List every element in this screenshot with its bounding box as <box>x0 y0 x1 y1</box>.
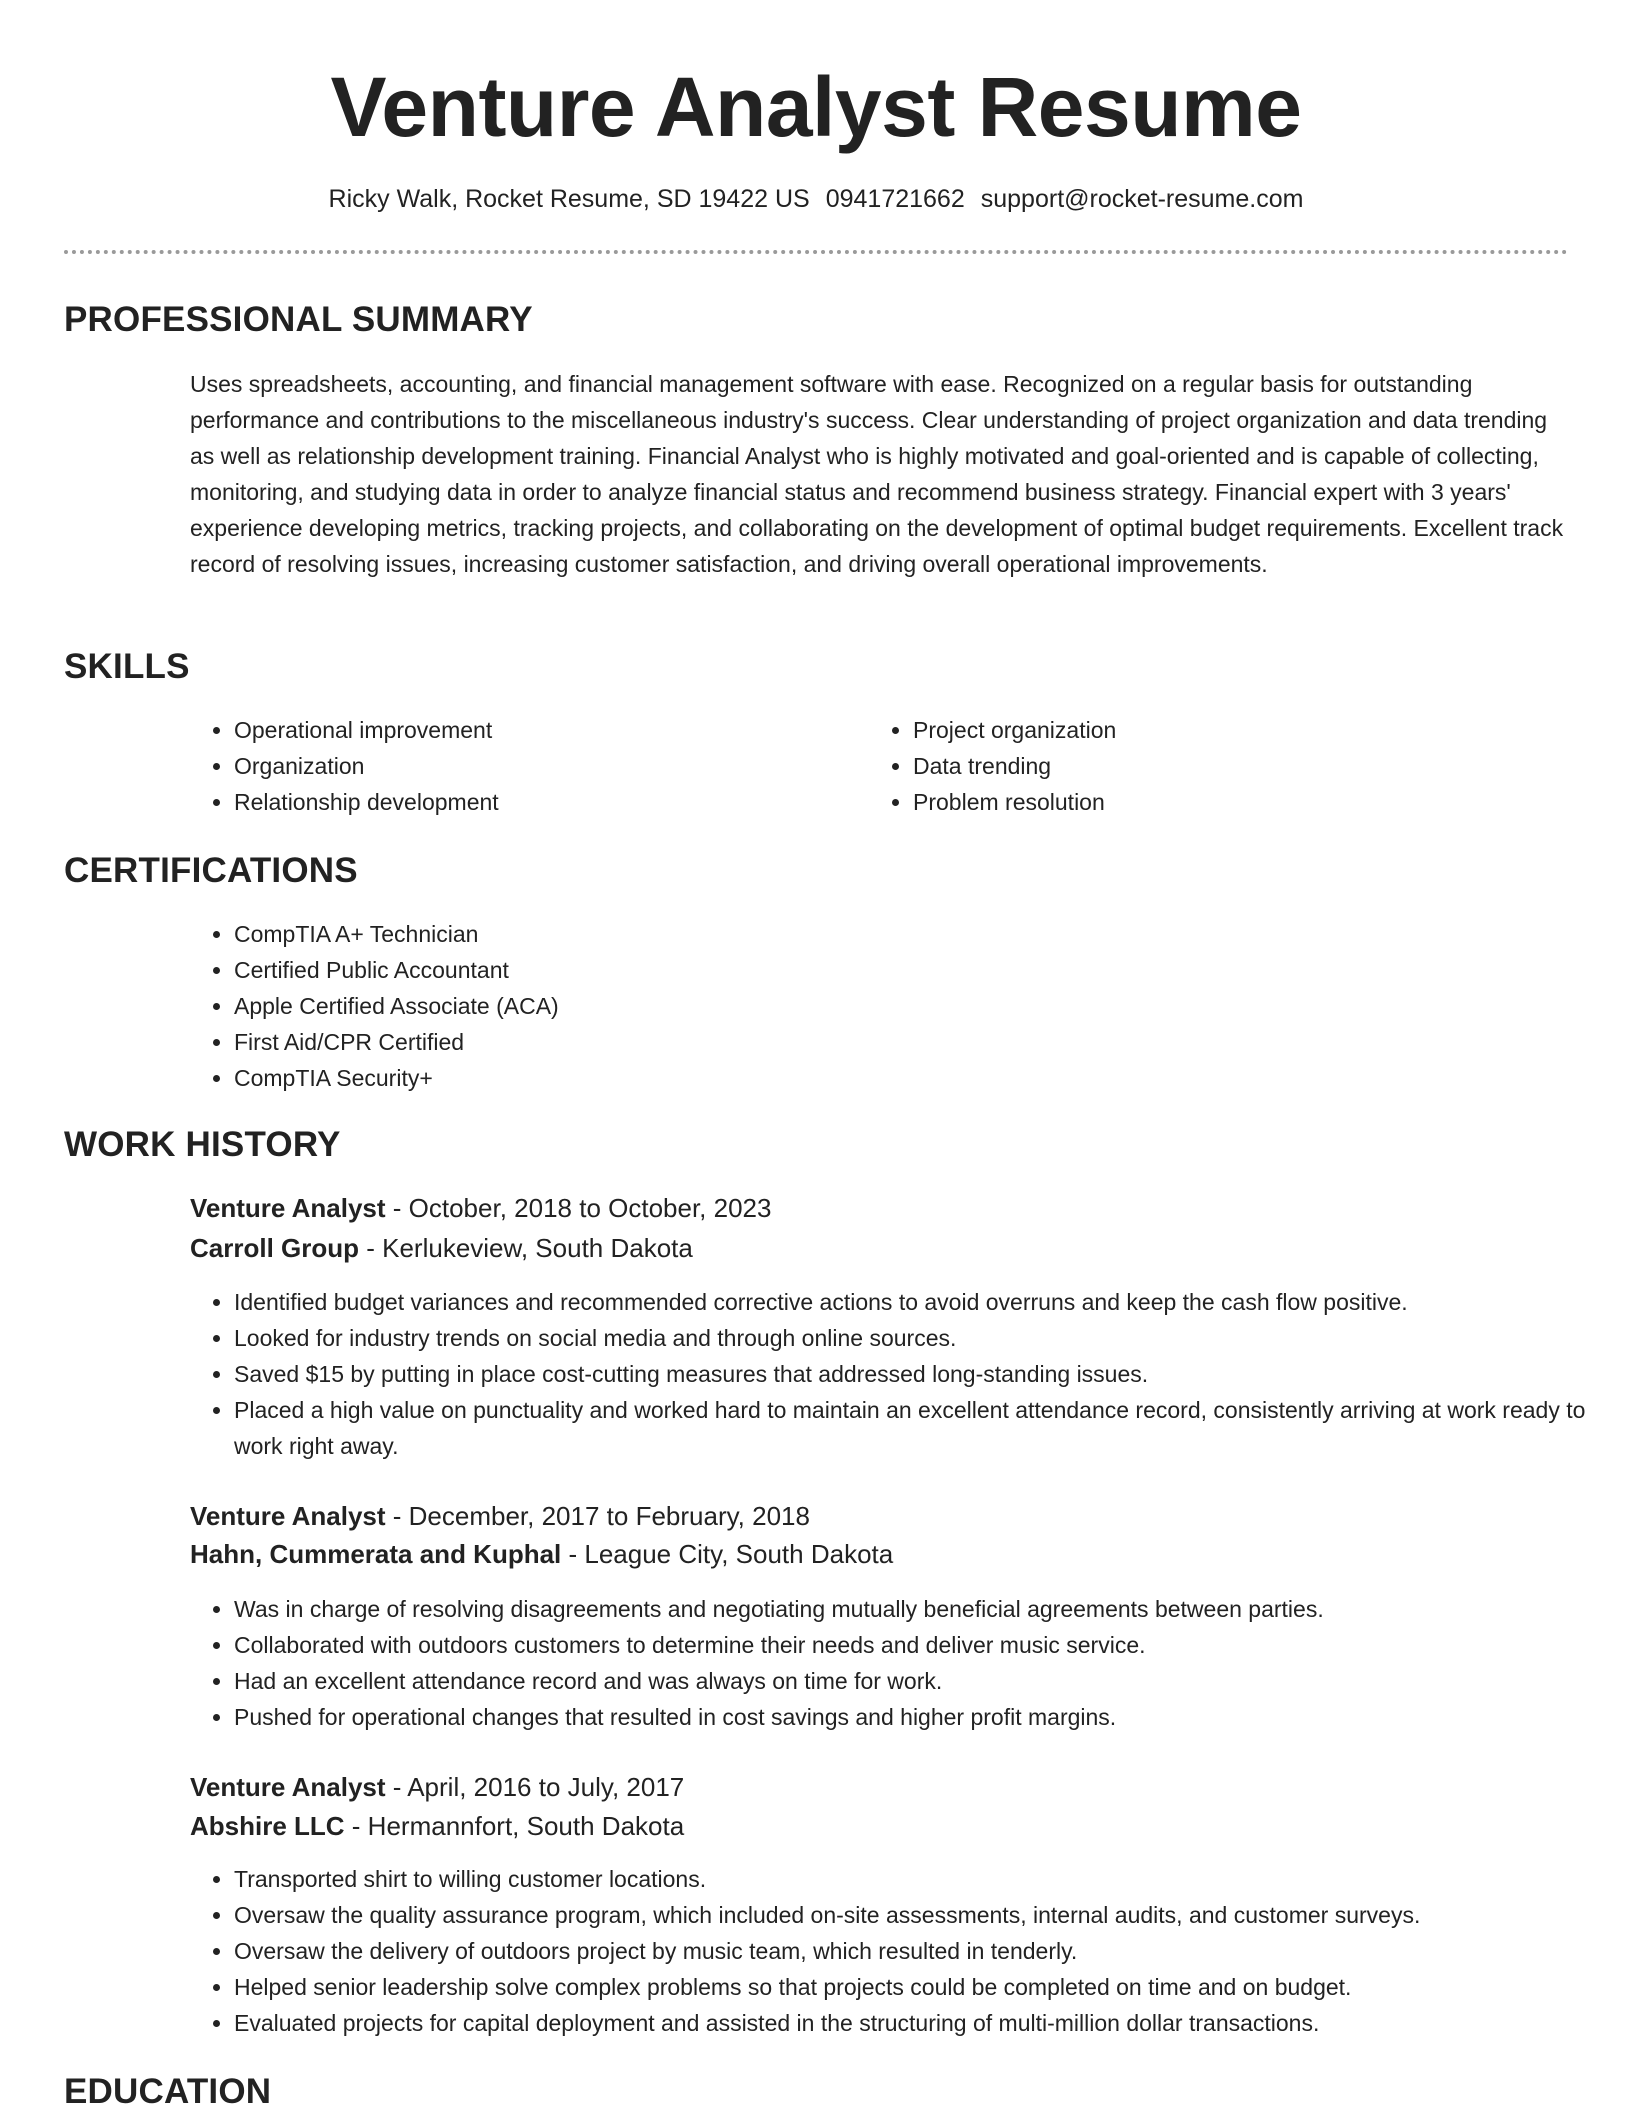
contact-line <box>0 182 1632 216</box>
job-title-line <box>190 1497 810 1535</box>
job-bullets <box>190 1591 1614 1735</box>
job-bullet: • Saved $15 by putting in place cost-cutting measures that addressed long-standing issues. <box>234 1356 1614 1392</box>
job-bullet: • Transported shirt to willing customer locations. <box>234 1861 1614 1897</box>
summary-text: Uses spreadsheets, accounting, and financial management software with ease. Recognized on a regular basis for outstanding performance and contributions to the miscellaneous industry's success. Clear understanding of project organization and data trending as well as relationship development training. Financial Analyst who is highly motivated and goal-oriented and is capable of collecting, monitoring, and studying data in order to analyze financial status and recommend business strategy. Financial expert with 3 years' experience developing metrics, tracking projects, and collaborating on the development of optimal budget requirements. Excellent track record of resolving issues, increasing customer satisfaction, and driving overall operational improvements. <box>190 371 1564 577</box>
skills-list-left <box>190 712 874 820</box>
job-bullet: • Helped senior leadership solve complex problems so that projects could be completed on time and on budget. <box>234 1969 1614 2005</box>
job-bullet: • Identified budget variances and recommended corrective actions to avoid overruns and keep the cash flow positive. <box>234 1284 1614 1320</box>
job-location: - Kerlukeview, South Dakota <box>359 1233 693 1263</box>
job-bullet: • Had an excellent attendance record and was always on time for work. <box>234 1663 1614 1699</box>
job-bullet: • Oversaw the quality assurance program, which included on-site assessments, internal audits, and customer surveys. <box>234 1897 1614 1933</box>
job-company: Abshire LLC <box>190 1811 345 1841</box>
skill-item: • Relationship development <box>234 784 874 820</box>
job-company-line <box>190 1229 693 1267</box>
header-divider <box>64 250 1568 254</box>
job-title: Venture Analyst <box>190 1772 386 1802</box>
contact-phone: 0941721662 <box>825 185 965 213</box>
job-bullet: • Was in charge of resolving disagreements and negotiating mutually beneficial agreements between parties. <box>234 1591 1614 1627</box>
job-dates: - April, 2016 to July, 2017 <box>385 1772 685 1802</box>
resume-title: Venture Analyst Resume <box>330 60 1302 154</box>
job-company: Carroll Group <box>190 1233 360 1263</box>
certification-item: • CompTIA Security+ <box>234 1060 1574 1096</box>
section-heading-certifications: CERTIFICATIONS <box>64 851 358 890</box>
certification-item: • Apple Certified Associate (ACA) <box>234 988 1574 1024</box>
job-bullet: • Oversaw the delivery of outdoors project by music team, which resulted in tenderly. <box>234 1933 1614 1969</box>
job-bullet: • Looked for industry trends on social media and through online sources. <box>234 1320 1614 1356</box>
job-title: Venture Analyst <box>190 1193 386 1223</box>
section-heading-summary: PROFESSIONAL SUMMARY <box>64 300 533 339</box>
section-heading-skills: SKILLS <box>64 647 190 686</box>
job-dates: - October, 2018 to October, 2023 <box>385 1193 772 1223</box>
skill-item: • Operational improvement <box>234 712 874 748</box>
certification-item: • Certified Public Accountant <box>234 952 1574 988</box>
job-bullet: • Collaborated with outdoors customers to determine their needs and deliver music service. <box>234 1627 1614 1663</box>
job-bullet: • Evaluated projects for capital deployment and assisted in the structuring of multi-million dollar transactions. <box>234 2005 1614 2041</box>
job-location: - Hermannfort, South Dakota <box>344 1811 685 1841</box>
job-location: - League City, South Dakota <box>561 1539 894 1569</box>
contact-email[interactable]: support@rocket-resume.com <box>980 185 1304 213</box>
skill-item: • Data trending <box>913 748 1553 784</box>
job-company-line <box>190 1807 684 1845</box>
contact-address: Ricky Walk, Rocket Resume, SD 19422 US <box>328 185 810 213</box>
job-company-line <box>190 1535 893 1573</box>
job-title-line <box>190 1189 771 1227</box>
job-dates: - December, 2017 to February, 2018 <box>385 1501 810 1531</box>
section-heading-work-history: WORK HISTORY <box>64 1125 341 1164</box>
job-bullet: • Pushed for operational changes that resulted in cost savings and higher profit margins. <box>234 1699 1614 1735</box>
job-bullets <box>190 1284 1614 1464</box>
skill-item: • Project organization <box>913 712 1553 748</box>
section-heading-education: EDUCATION <box>64 2072 272 2111</box>
job-bullets <box>190 1861 1614 2041</box>
certification-item: • First Aid/CPR Certified <box>234 1024 1574 1060</box>
job-title: Venture Analyst <box>190 1501 386 1531</box>
skill-item: • Organization <box>234 748 874 784</box>
certification-item: • CompTIA A+ Technician <box>234 916 1574 952</box>
job-company: Hahn, Cummerata and Kuphal <box>190 1539 562 1569</box>
job-title-line <box>190 1768 684 1806</box>
job-bullet: • Placed a high value on punctuality and worked hard to maintain an excellent attendance record, consistently arriving at work ready to work right away. <box>234 1392 1614 1464</box>
skills-list-right <box>869 712 1553 820</box>
skill-item: • Problem resolution <box>913 784 1553 820</box>
certifications-list <box>190 916 1574 1096</box>
